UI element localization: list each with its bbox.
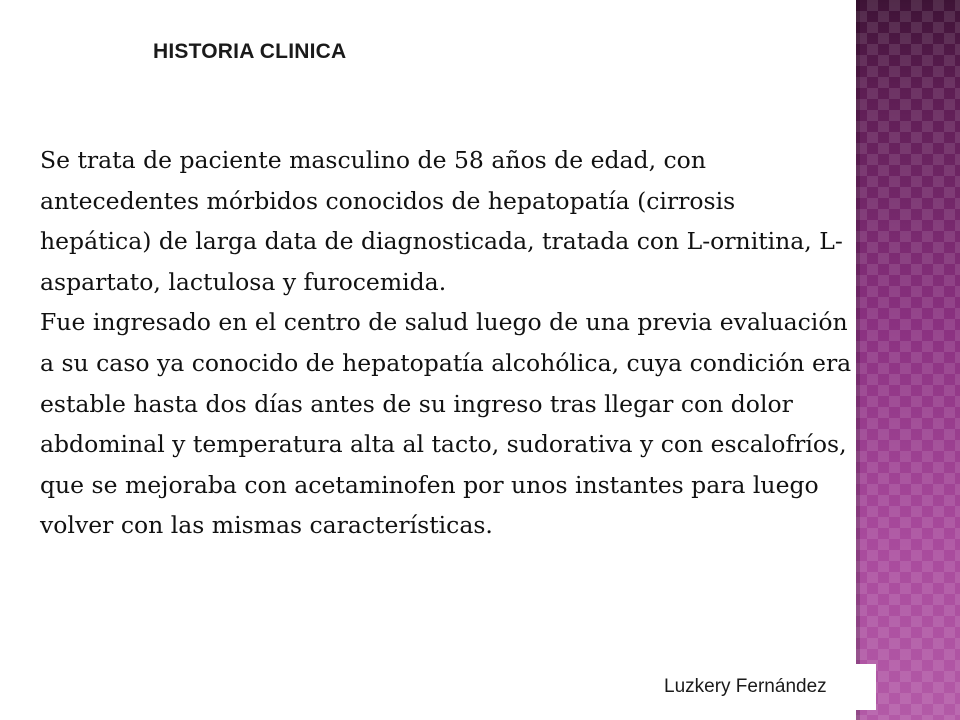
side-band-edge (856, 0, 860, 720)
slide-title: HISTORIA CLINICA (153, 40, 347, 63)
paragraph-antecedentes: Se trata de paciente masculino de 58 años de edad, con antecedentes mórbidos conocidos de hepatopatía (cirrosis hepática) de larga data de diagnosticada, tratada con L-ornitina, L- aspartato, lactulosa y furocemida. (40, 146, 843, 296)
slide-body (40, 140, 852, 546)
paragraph-ingreso: Fue ingresado en el centro de salud luego de una previa evaluación a su caso ya conocido de hepatopatía alcohólica, cuya condición era estable hasta dos días antes de su ingreso tras llegar con dolor abdominal y temperatura alta al tacto, sudorativa y con escalofríos, que se mejoraba con acetaminofen por unos instantes para luego volver con las mismas características. (40, 308, 852, 540)
decorative-side-band (856, 0, 960, 720)
author-name: Luzkery Fernández (664, 676, 827, 697)
